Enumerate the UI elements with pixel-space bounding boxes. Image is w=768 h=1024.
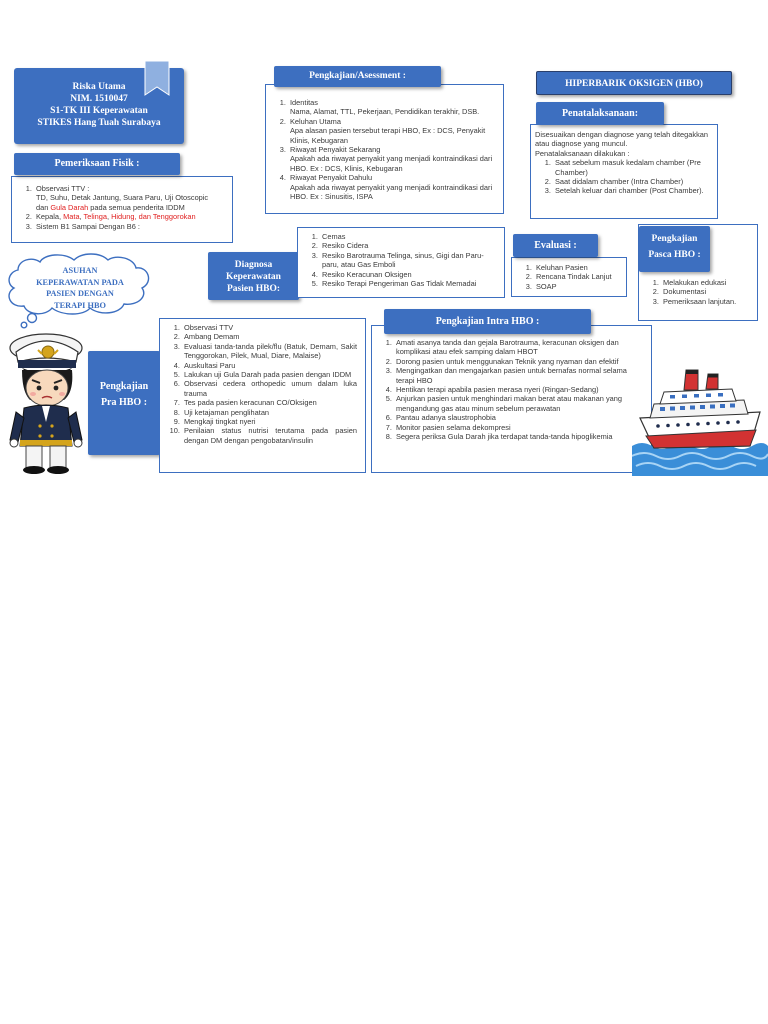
diagnosa-item: 3. Resiko Barotrauma Telinga, sinus, Gigi dan Paru-paru, atau Gas Emboli [320,251,500,270]
intra-box [371,325,652,473]
asesment-item: 3. Riwayat Penyakit Sekarang Apakah ada riwayat penyakit yang menjadi kontraindikasi dari HBO. Ex : DCS, Klinis, Kebugaran [288,145,499,173]
intra-item: 8. Segera periksa Gula Darah jika terdapat tanda-tanda hipoglikemia [394,432,641,441]
evaluasi-item: 1. Keluhan Pasien [534,263,626,272]
pra-item: 6. Observasi cedera orthopedic umum dalam luka trauma [182,379,357,398]
diagnosa-box [297,227,505,298]
penatalaksanaan-intro: Penatalaksanaan dilakukan : [535,148,630,158]
pra-hbo-box [159,318,366,473]
asesment-item: 1. Identitas Nama, Alamat, TTL, Pekerjaan, Pendidikan terakhir, DSB. [288,98,499,117]
pasca-title: Pengkajian Pasca HBO : [639,226,710,272]
pra-item: 3. Evaluasi tanda-tanda pilek/flu (Batuk, Demam, Sakit Tenggorokan, Pilek, Mual, Diare, Malaise) [182,342,357,361]
bubble-text: ASUHAN KEPERAWATAN PADA PASIEN DENGAN TERAPI HBO [36,266,124,310]
asesment-item: 2. Keluhan Utama Apa alasan pasien tersebut terapi HBO, Ex : DCS, Penyakit Klinis, Kebugaran [288,117,499,145]
pemeriksaan-item: 1. Observasi TTV : TD, Suhu, Detak Jantung, Suara Paru, Uji Otoscopic dan Gula Darah pada semua penderita IDDM [34,184,232,212]
penatalaksanaan-item: 3. Setelah keluar dari chamber (Post Chamber). [553,186,713,195]
identity-program: S1-TK III Keperawatan [50,106,148,116]
pasca-item: 1. Melakukan edukasi [661,278,757,287]
pra-hbo-title: Pengkajian Pra HBO : [88,351,160,455]
identity-name: Riska Utama [72,82,126,92]
diagnosa-title: Diagnosa Keperawatan Pasien HBO: [208,252,299,300]
intra-item: 2. Dorong pasien untuk menggunakan Teknik yang nyaman dan efektif [394,357,641,366]
intra-item: 7. Monitor pasien selama dekompresi [394,423,641,432]
penatalaksanaan-title: Penatalaksanaan: [536,102,664,125]
bookmark-icon [144,61,170,97]
pra-item: 8. Uji ketajaman penglihatan [182,408,357,417]
pra-item: 7. Tes pada pasien keracunan CO/Oksigen [182,398,357,407]
pemeriksaan-item: 2. Kepala, Mata, Telinga, Hidung, dan Tenggorokan [34,212,232,221]
evaluasi-box [511,257,627,297]
pemeriksaan-fisik-box [11,176,233,243]
evaluasi-item: 3. SOAP [534,282,626,291]
penatalaksanaan-intro: Disesuaikan dengan diagnose yang telah ditegakkan atau diagnose yang muncul. [535,130,708,149]
pemeriksaan-fisik-title: Pemeriksaan Fisik : [14,153,180,175]
identity-nim: NIM. 1510047 [70,94,128,104]
pra-item: 5. Lakukan uji Gula Darah pada pasien dengan IDDM [182,370,357,379]
intra-title: Pengkajian Intra HBO : [384,309,591,334]
asesment-title: Pengkajian/Asessment : [274,66,441,87]
evaluasi-title: Evaluasi : [513,234,598,257]
pra-item: 9. Mengkaji tingkat nyeri [182,417,357,426]
diagnosa-item: 1. Cemas [320,232,500,241]
identity-school: STIKES Hang Tuah Surabaya [37,118,161,128]
diagnosa-item: 4. Resiko Keracunan Oksigen [320,270,500,279]
pra-item: 2. Ambang Demam [182,332,357,341]
intra-item: 1. Amati asanya tanda dan gejala Barotrauma, keracunan oksigen dan komplikasi atau efek samping dalam HBOT [394,338,641,357]
hbo-title: HIPERBARIK OKSIGEN (HBO) [536,71,732,95]
ship-illustration [632,362,768,476]
intra-item: 5. Anjurkan pasien untuk menghindari makan berat atau makanan yang mengandung gas atau minum sebelum perawatan [394,394,641,413]
penatalaksanaan-box [530,124,718,219]
penatalaksanaan-item: 1. Saat sebelum masuk kedalam chamber (Pre Chamber) [553,158,713,177]
diagnosa-item: 2. Resiko Cidera [320,241,500,250]
pra-item: 10. Penilaian status nutrisi terutama pada pasien dengan DM dengan pengobatan/insulin [182,426,357,445]
intra-item: 6. Pantau adanya slaustrophobia [394,413,641,422]
pasca-item: 3. Pemeriksaan lanjutan. [661,297,757,306]
evaluasi-item: 2. Rencana Tindak Lanjut [534,272,626,281]
pemeriksaan-item: 3. Sistem B1 Sampai Dengan B6 : [34,222,232,231]
pra-item: 1. Observasi TTV [182,323,357,332]
asesment-item: 4. Riwayat Penyakit Dahulu Apakah ada riwayat penyakit yang menjadi kontraindikasi dari HBO. Ex : Sinusitis, ISPA [288,173,499,201]
asesment-box [265,84,504,214]
penatalaksanaan-item: 2. Saat didalam chamber (Intra Chamber) [553,177,713,186]
intra-item: 4. Hentikan terapi apabila pasien merasa nyeri (Ringan-Sedang) [394,385,641,394]
diagnosa-item: 5. Resiko Terapi Pengeriman Gas Tidak Memadai [320,279,500,288]
intra-item: 3. Mengingatkan dan mengajarkan pasien untuk bernafas normal selama terapi HBO [394,366,641,385]
captain-illustration [2,322,88,474]
pra-item: 4. Auskultasi Paru [182,361,357,370]
pasca-item: 2. Dokumentasi [661,287,757,296]
